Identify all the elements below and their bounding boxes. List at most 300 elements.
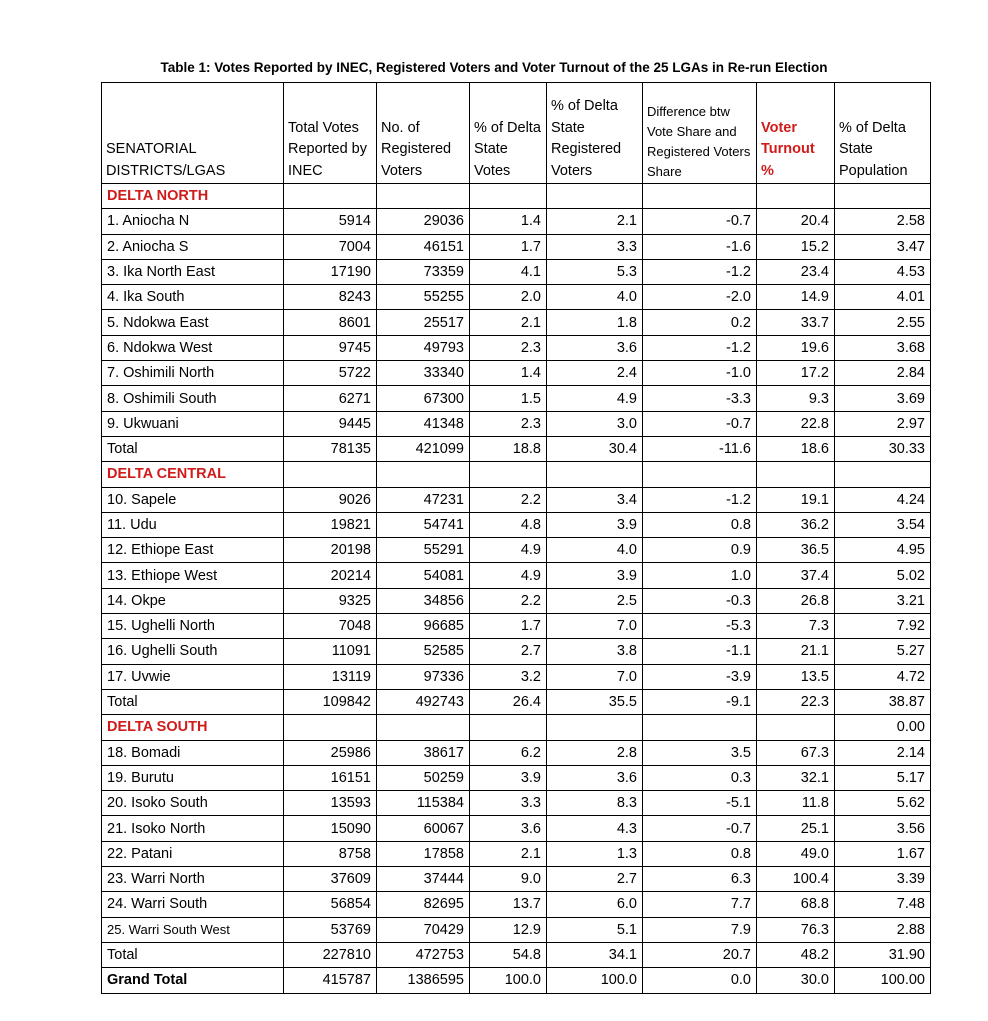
row-value: 25986 bbox=[284, 740, 377, 765]
row-label: 14. Okpe bbox=[102, 588, 284, 613]
row-value: 0.2 bbox=[643, 310, 757, 335]
row-value: 15.2 bbox=[757, 234, 835, 259]
row-value: 67300 bbox=[377, 386, 470, 411]
row-value: -9.1 bbox=[643, 689, 757, 714]
header-pct-population: % of Delta State Population bbox=[835, 83, 931, 184]
empty-cell bbox=[470, 462, 547, 487]
row-label: 6. Ndokwa West bbox=[102, 335, 284, 360]
empty-cell bbox=[547, 715, 643, 740]
row-value: 0.0 bbox=[643, 968, 757, 993]
row-value: 50259 bbox=[377, 765, 470, 790]
row-value: 1.8 bbox=[547, 310, 643, 335]
table-row bbox=[102, 664, 931, 689]
table-row bbox=[102, 639, 931, 664]
row-value: 68.8 bbox=[757, 892, 835, 917]
row-value: 7.92 bbox=[835, 614, 931, 639]
row-value: 4.9 bbox=[547, 386, 643, 411]
empty-cell bbox=[377, 462, 470, 487]
row-value: 11091 bbox=[284, 639, 377, 664]
row-value: 2.3 bbox=[470, 335, 547, 360]
section-title: DELTA NORTH bbox=[102, 184, 284, 209]
row-value: -1.2 bbox=[643, 335, 757, 360]
row-label: 19. Burutu bbox=[102, 765, 284, 790]
row-value: 47231 bbox=[377, 487, 470, 512]
row-value: 492743 bbox=[377, 689, 470, 714]
row-value: 53769 bbox=[284, 917, 377, 942]
row-label: 13. Ethiope West bbox=[102, 563, 284, 588]
row-value: 227810 bbox=[284, 942, 377, 967]
row-value: 8243 bbox=[284, 285, 377, 310]
section-title: DELTA CENTRAL bbox=[102, 462, 284, 487]
table-row bbox=[102, 563, 931, 588]
row-value: 20198 bbox=[284, 538, 377, 563]
row-value: 18.8 bbox=[470, 436, 547, 461]
row-value: 60067 bbox=[377, 816, 470, 841]
row-value: 3.68 bbox=[835, 335, 931, 360]
empty-cell bbox=[757, 715, 835, 740]
row-value: 22.8 bbox=[757, 411, 835, 436]
empty-cell bbox=[377, 184, 470, 209]
row-label: 22. Patani bbox=[102, 841, 284, 866]
row-value: 3.0 bbox=[547, 411, 643, 436]
section-extra-value bbox=[835, 462, 931, 487]
row-value: 2.8 bbox=[547, 740, 643, 765]
row-value: 115384 bbox=[377, 791, 470, 816]
row-value: 3.69 bbox=[835, 386, 931, 411]
row-value: 5722 bbox=[284, 361, 377, 386]
row-value: 109842 bbox=[284, 689, 377, 714]
row-value: -5.1 bbox=[643, 791, 757, 816]
row-value: 4.24 bbox=[835, 487, 931, 512]
row-value: 13.5 bbox=[757, 664, 835, 689]
row-value: 6271 bbox=[284, 386, 377, 411]
row-value: 30.4 bbox=[547, 436, 643, 461]
row-value: 34.1 bbox=[547, 942, 643, 967]
row-value: 31.90 bbox=[835, 942, 931, 967]
empty-cell bbox=[470, 184, 547, 209]
empty-cell bbox=[757, 184, 835, 209]
row-label: 18. Bomadi bbox=[102, 740, 284, 765]
row-value: 1.4 bbox=[470, 209, 547, 234]
row-value: 30.33 bbox=[835, 436, 931, 461]
row-value: 36.2 bbox=[757, 512, 835, 537]
row-value: 8758 bbox=[284, 841, 377, 866]
row-value: -0.7 bbox=[643, 411, 757, 436]
empty-cell bbox=[547, 462, 643, 487]
table-row bbox=[102, 791, 931, 816]
row-value: 3.6 bbox=[470, 816, 547, 841]
row-value: 76.3 bbox=[757, 917, 835, 942]
row-value: 4.3 bbox=[547, 816, 643, 841]
row-value: 2.1 bbox=[470, 841, 547, 866]
row-value: 2.14 bbox=[835, 740, 931, 765]
row-value: 38617 bbox=[377, 740, 470, 765]
row-value: -1.6 bbox=[643, 234, 757, 259]
row-value: 2.88 bbox=[835, 917, 931, 942]
row-value: 1.0 bbox=[643, 563, 757, 588]
section-header-row bbox=[102, 462, 931, 487]
row-value: 3.9 bbox=[547, 512, 643, 537]
row-value: 3.21 bbox=[835, 588, 931, 613]
row-value: 2.4 bbox=[547, 361, 643, 386]
table-row bbox=[102, 614, 931, 639]
row-value: -3.9 bbox=[643, 664, 757, 689]
row-value: 3.6 bbox=[547, 335, 643, 360]
header-pct-registered: % of Delta State Registered Voters bbox=[547, 83, 643, 184]
row-label: 11. Udu bbox=[102, 512, 284, 537]
row-label: 2. Aniocha S bbox=[102, 234, 284, 259]
row-value: 6.3 bbox=[643, 867, 757, 892]
row-value: 2.3 bbox=[470, 411, 547, 436]
grand-total-row bbox=[102, 968, 931, 993]
row-value: 421099 bbox=[377, 436, 470, 461]
row-label: 17. Uvwie bbox=[102, 664, 284, 689]
row-value: 82695 bbox=[377, 892, 470, 917]
row-value: 78135 bbox=[284, 436, 377, 461]
row-value: 2.97 bbox=[835, 411, 931, 436]
header-row bbox=[102, 83, 931, 184]
table-row bbox=[102, 917, 931, 942]
row-value: 472753 bbox=[377, 942, 470, 967]
table-row bbox=[102, 538, 931, 563]
row-value: 37.4 bbox=[757, 563, 835, 588]
row-value: -5.3 bbox=[643, 614, 757, 639]
empty-cell bbox=[643, 715, 757, 740]
table-body bbox=[102, 184, 931, 994]
row-value: 4.0 bbox=[547, 285, 643, 310]
row-value: -1.1 bbox=[643, 639, 757, 664]
section-extra-value bbox=[835, 184, 931, 209]
row-value: -0.3 bbox=[643, 588, 757, 613]
row-value: 1.67 bbox=[835, 841, 931, 866]
row-label: 16. Ughelli South bbox=[102, 639, 284, 664]
row-value: 5.02 bbox=[835, 563, 931, 588]
voter-table bbox=[101, 82, 931, 994]
table-row bbox=[102, 209, 931, 234]
row-value: 4.53 bbox=[835, 259, 931, 284]
table-row bbox=[102, 588, 931, 613]
row-value: 4.1 bbox=[470, 259, 547, 284]
total-row bbox=[102, 436, 931, 461]
row-label: Total bbox=[102, 436, 284, 461]
row-label: 24. Warri South bbox=[102, 892, 284, 917]
row-value: 7004 bbox=[284, 234, 377, 259]
row-label: 23. Warri North bbox=[102, 867, 284, 892]
header-pct-votes: % of Delta State Votes bbox=[470, 83, 547, 184]
empty-cell bbox=[643, 184, 757, 209]
section-title: DELTA SOUTH bbox=[102, 715, 284, 740]
row-value: 2.7 bbox=[547, 867, 643, 892]
row-value: 1.7 bbox=[470, 234, 547, 259]
row-value: 20.4 bbox=[757, 209, 835, 234]
row-value: 22.3 bbox=[757, 689, 835, 714]
row-value: 19.6 bbox=[757, 335, 835, 360]
total-row bbox=[102, 942, 931, 967]
empty-cell bbox=[284, 184, 377, 209]
row-value: 8.3 bbox=[547, 791, 643, 816]
section-extra-value: 0.00 bbox=[835, 715, 931, 740]
table-row bbox=[102, 892, 931, 917]
row-label: 25. Warri South West bbox=[102, 917, 284, 942]
table-row bbox=[102, 259, 931, 284]
row-label: 9. Ukwuani bbox=[102, 411, 284, 436]
row-label: Total bbox=[102, 942, 284, 967]
header-voter-turnout: Voter Turnout % bbox=[757, 83, 835, 184]
header-difference: Difference btw Vote Share and Registered Voters Share bbox=[643, 83, 757, 184]
table-row bbox=[102, 361, 931, 386]
row-value: 5.62 bbox=[835, 791, 931, 816]
row-value: 1.5 bbox=[470, 386, 547, 411]
row-value: 0.9 bbox=[643, 538, 757, 563]
row-label: 7. Oshimili North bbox=[102, 361, 284, 386]
row-value: 1.4 bbox=[470, 361, 547, 386]
table-row bbox=[102, 335, 931, 360]
row-value: 2.0 bbox=[470, 285, 547, 310]
empty-cell bbox=[547, 184, 643, 209]
row-value: 34856 bbox=[377, 588, 470, 613]
table-row bbox=[102, 816, 931, 841]
row-value: 26.4 bbox=[470, 689, 547, 714]
row-value: 73359 bbox=[377, 259, 470, 284]
row-value: 33340 bbox=[377, 361, 470, 386]
row-value: 9026 bbox=[284, 487, 377, 512]
row-value: 15090 bbox=[284, 816, 377, 841]
row-value: 17858 bbox=[377, 841, 470, 866]
row-label: 20. Isoko South bbox=[102, 791, 284, 816]
row-value: 3.3 bbox=[547, 234, 643, 259]
row-value: 19.1 bbox=[757, 487, 835, 512]
row-value: 100.0 bbox=[547, 968, 643, 993]
row-value: 26.8 bbox=[757, 588, 835, 613]
row-value: 13.7 bbox=[470, 892, 547, 917]
row-value: 54081 bbox=[377, 563, 470, 588]
row-value: 35.5 bbox=[547, 689, 643, 714]
row-value: 20214 bbox=[284, 563, 377, 588]
row-value: 3.56 bbox=[835, 816, 931, 841]
row-value: 7.3 bbox=[757, 614, 835, 639]
row-value: 3.2 bbox=[470, 664, 547, 689]
table-row bbox=[102, 487, 931, 512]
table-row bbox=[102, 512, 931, 537]
row-value: 97336 bbox=[377, 664, 470, 689]
total-row bbox=[102, 689, 931, 714]
empty-cell bbox=[643, 462, 757, 487]
row-value: -1.0 bbox=[643, 361, 757, 386]
row-value: 100.00 bbox=[835, 968, 931, 993]
row-value: 20.7 bbox=[643, 942, 757, 967]
row-value: 7.7 bbox=[643, 892, 757, 917]
row-value: -11.6 bbox=[643, 436, 757, 461]
row-value: 7.48 bbox=[835, 892, 931, 917]
row-value: 4.9 bbox=[470, 563, 547, 588]
row-value: 1.7 bbox=[470, 614, 547, 639]
row-value: 7.9 bbox=[643, 917, 757, 942]
row-value: 2.5 bbox=[547, 588, 643, 613]
row-value: 3.6 bbox=[547, 765, 643, 790]
row-value: 37609 bbox=[284, 867, 377, 892]
row-value: 25.1 bbox=[757, 816, 835, 841]
row-value: 5.27 bbox=[835, 639, 931, 664]
row-value: 21.1 bbox=[757, 639, 835, 664]
row-value: 23.4 bbox=[757, 259, 835, 284]
row-label: 8. Oshimili South bbox=[102, 386, 284, 411]
row-value: 4.9 bbox=[470, 538, 547, 563]
row-value: 14.9 bbox=[757, 285, 835, 310]
row-value: 38.87 bbox=[835, 689, 931, 714]
row-value: 1386595 bbox=[377, 968, 470, 993]
empty-cell bbox=[284, 462, 377, 487]
empty-cell bbox=[377, 715, 470, 740]
row-value: 19821 bbox=[284, 512, 377, 537]
table-row bbox=[102, 310, 931, 335]
table-row bbox=[102, 411, 931, 436]
row-value: 56854 bbox=[284, 892, 377, 917]
row-value: 3.54 bbox=[835, 512, 931, 537]
row-value: 33.7 bbox=[757, 310, 835, 335]
row-value: 32.1 bbox=[757, 765, 835, 790]
row-value: 7.0 bbox=[547, 664, 643, 689]
row-value: 2.1 bbox=[470, 310, 547, 335]
row-label: Total bbox=[102, 689, 284, 714]
row-value: 100.4 bbox=[757, 867, 835, 892]
row-label: 15. Ughelli North bbox=[102, 614, 284, 639]
row-value: 100.0 bbox=[470, 968, 547, 993]
row-value: 30.0 bbox=[757, 968, 835, 993]
row-value: 29036 bbox=[377, 209, 470, 234]
row-value: 4.95 bbox=[835, 538, 931, 563]
row-value: 17.2 bbox=[757, 361, 835, 386]
row-value: 11.8 bbox=[757, 791, 835, 816]
row-value: 54741 bbox=[377, 512, 470, 537]
table-row bbox=[102, 841, 931, 866]
row-value: 7.0 bbox=[547, 614, 643, 639]
empty-cell bbox=[757, 462, 835, 487]
row-value: 16151 bbox=[284, 765, 377, 790]
row-value: 13119 bbox=[284, 664, 377, 689]
row-value: 4.8 bbox=[470, 512, 547, 537]
row-label: 21. Isoko North bbox=[102, 816, 284, 841]
row-value: 9445 bbox=[284, 411, 377, 436]
row-value: -1.2 bbox=[643, 259, 757, 284]
row-value: 4.72 bbox=[835, 664, 931, 689]
row-value: 5.1 bbox=[547, 917, 643, 942]
row-value: 3.9 bbox=[470, 765, 547, 790]
row-value: -0.7 bbox=[643, 816, 757, 841]
row-value: 13593 bbox=[284, 791, 377, 816]
row-value: -0.7 bbox=[643, 209, 757, 234]
row-value: 37444 bbox=[377, 867, 470, 892]
row-value: 4.01 bbox=[835, 285, 931, 310]
row-value: 2.84 bbox=[835, 361, 931, 386]
row-value: 2.1 bbox=[547, 209, 643, 234]
table-row bbox=[102, 234, 931, 259]
row-value: 9.3 bbox=[757, 386, 835, 411]
row-value: 46151 bbox=[377, 234, 470, 259]
row-label: 1. Aniocha N bbox=[102, 209, 284, 234]
row-label: 10. Sapele bbox=[102, 487, 284, 512]
row-label: 3. Ika North East bbox=[102, 259, 284, 284]
row-value: 3.8 bbox=[547, 639, 643, 664]
row-value: 2.2 bbox=[470, 588, 547, 613]
row-value: 9745 bbox=[284, 335, 377, 360]
row-value: 4.0 bbox=[547, 538, 643, 563]
row-value: 2.7 bbox=[470, 639, 547, 664]
row-label: 12. Ethiope East bbox=[102, 538, 284, 563]
row-value: 6.0 bbox=[547, 892, 643, 917]
header-districts: SENATORIAL DISTRICTS/LGAS bbox=[102, 83, 284, 184]
header-registered-voters: No. of Registered Voters bbox=[377, 83, 470, 184]
row-label: 5. Ndokwa East bbox=[102, 310, 284, 335]
row-value: 3.3 bbox=[470, 791, 547, 816]
row-value: 0.8 bbox=[643, 512, 757, 537]
row-value: -3.3 bbox=[643, 386, 757, 411]
row-value: 54.8 bbox=[470, 942, 547, 967]
row-label: Grand Total bbox=[102, 968, 284, 993]
row-value: 55291 bbox=[377, 538, 470, 563]
row-value: 3.39 bbox=[835, 867, 931, 892]
row-value: 6.2 bbox=[470, 740, 547, 765]
empty-cell bbox=[284, 715, 377, 740]
section-header-row bbox=[102, 184, 931, 209]
row-value: 2.2 bbox=[470, 487, 547, 512]
table-row bbox=[102, 740, 931, 765]
row-value: 5.17 bbox=[835, 765, 931, 790]
header-total-votes: Total Votes Reported by INEC bbox=[284, 83, 377, 184]
row-label: 4. Ika South bbox=[102, 285, 284, 310]
row-value: 55255 bbox=[377, 285, 470, 310]
row-value: 48.2 bbox=[757, 942, 835, 967]
row-value: 2.55 bbox=[835, 310, 931, 335]
row-value: 415787 bbox=[284, 968, 377, 993]
row-value: 18.6 bbox=[757, 436, 835, 461]
row-value: 1.3 bbox=[547, 841, 643, 866]
row-value: 25517 bbox=[377, 310, 470, 335]
row-value: 2.58 bbox=[835, 209, 931, 234]
row-value: 5.3 bbox=[547, 259, 643, 284]
section-header-row bbox=[102, 715, 931, 740]
row-value: 36.5 bbox=[757, 538, 835, 563]
row-value: 52585 bbox=[377, 639, 470, 664]
row-value: 9325 bbox=[284, 588, 377, 613]
row-value: 0.8 bbox=[643, 841, 757, 866]
row-value: 41348 bbox=[377, 411, 470, 436]
empty-cell bbox=[470, 715, 547, 740]
row-value: -1.2 bbox=[643, 487, 757, 512]
row-value: 3.9 bbox=[547, 563, 643, 588]
table-row bbox=[102, 386, 931, 411]
row-value: 17190 bbox=[284, 259, 377, 284]
row-value: 12.9 bbox=[470, 917, 547, 942]
row-value: 67.3 bbox=[757, 740, 835, 765]
row-value: 70429 bbox=[377, 917, 470, 942]
row-value: 49793 bbox=[377, 335, 470, 360]
row-value: 49.0 bbox=[757, 841, 835, 866]
row-value: -2.0 bbox=[643, 285, 757, 310]
row-value: 5914 bbox=[284, 209, 377, 234]
row-value: 9.0 bbox=[470, 867, 547, 892]
row-value: 7048 bbox=[284, 614, 377, 639]
table-row bbox=[102, 285, 931, 310]
row-value: 0.3 bbox=[643, 765, 757, 790]
row-value: 3.47 bbox=[835, 234, 931, 259]
table-caption: Table 1: Votes Reported by INEC, Registered Voters and Voter Turnout of the 25 LGAs in Re-run Election bbox=[160, 60, 828, 75]
row-value: 96685 bbox=[377, 614, 470, 639]
row-value: 8601 bbox=[284, 310, 377, 335]
table-row bbox=[102, 867, 931, 892]
table-row bbox=[102, 765, 931, 790]
row-value: 3.5 bbox=[643, 740, 757, 765]
row-value: 3.4 bbox=[547, 487, 643, 512]
